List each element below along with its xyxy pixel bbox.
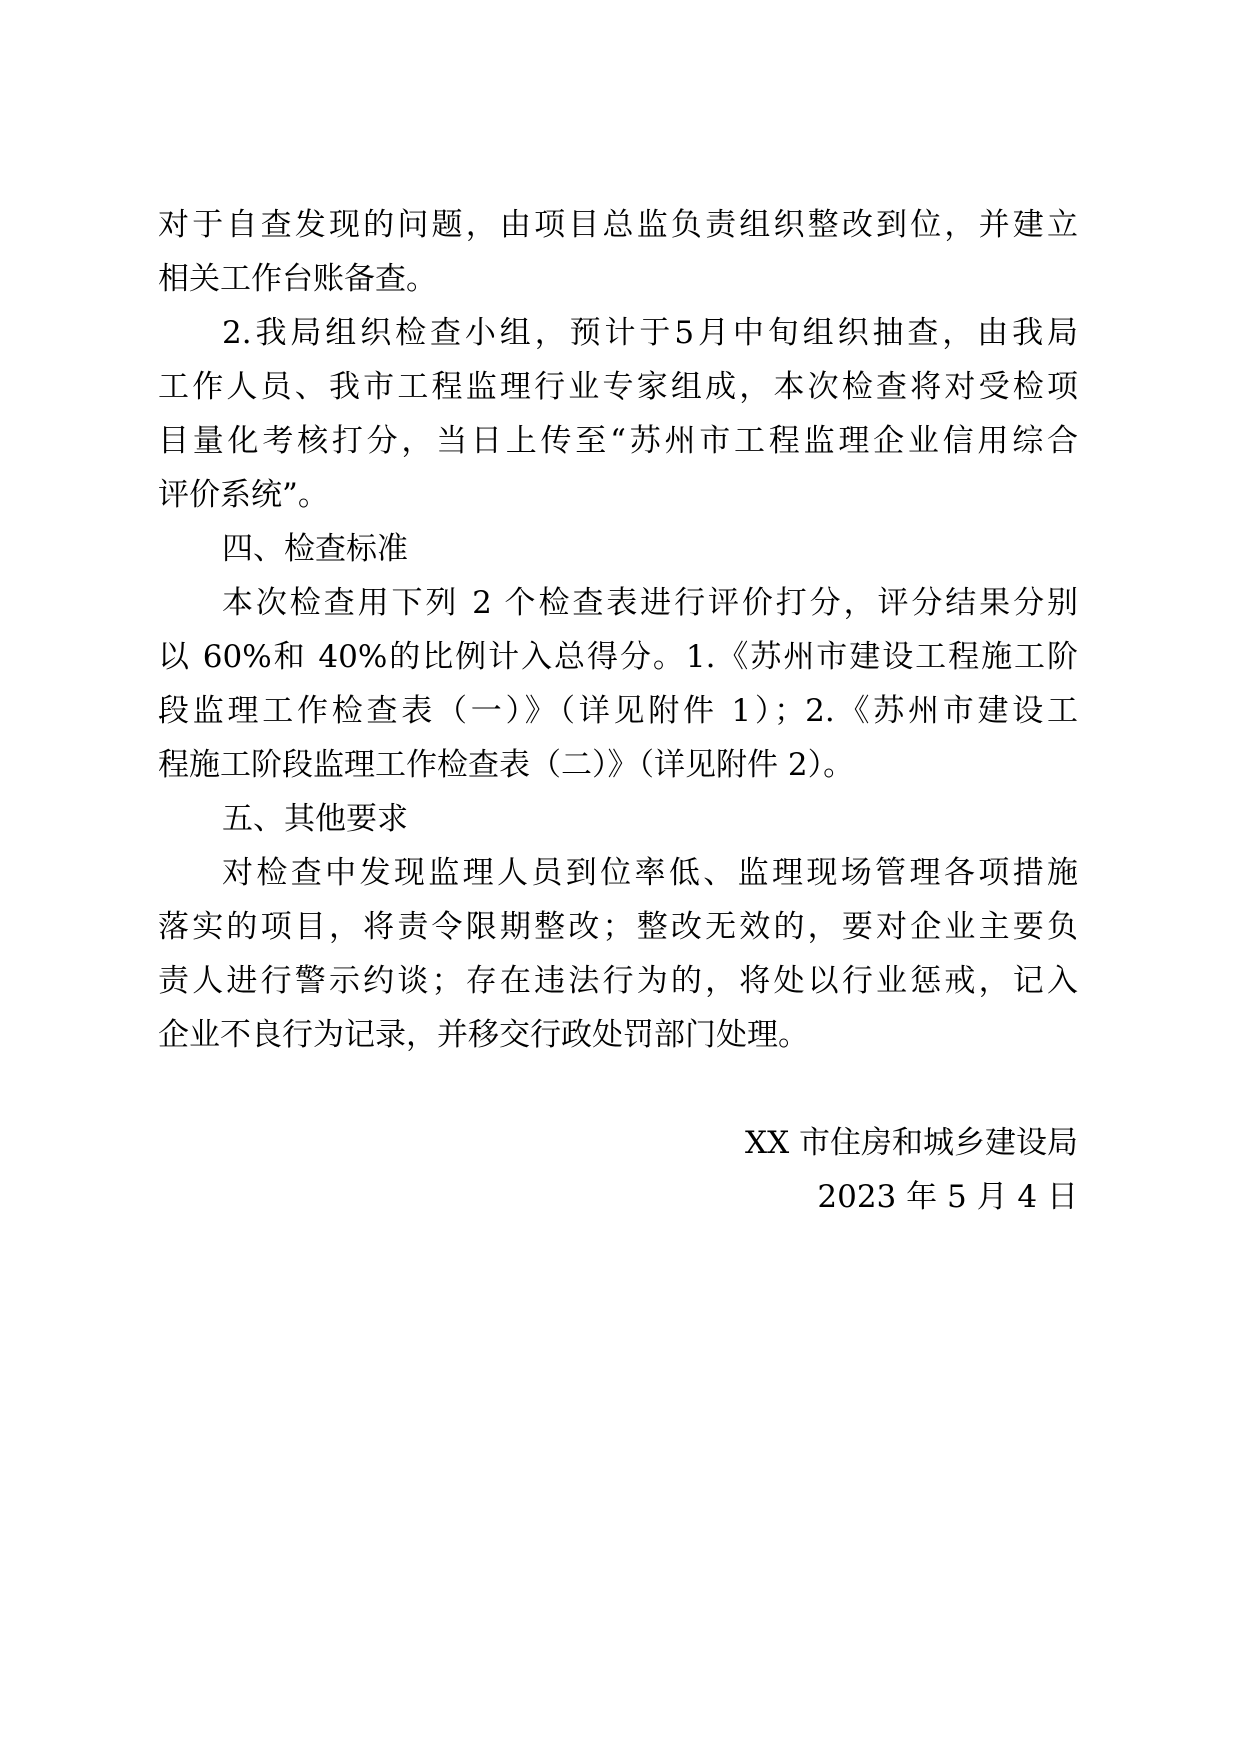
body-line: 企业不良行为记录，并移交行政处罚部门处理。	[158, 1017, 809, 1053]
body-line: 对检查中发现监理人员到位率低、监理现场管理各项措施	[222, 855, 1078, 891]
body-line: 段监理工作检查表（一）》（详见附件 1）；2.《苏州市建设工	[158, 693, 1078, 729]
body-line: 责人进行警示约谈；存在违法行为的，将处以行业惩戒，记入	[158, 963, 1078, 999]
body-line: 评价系统”。	[158, 477, 329, 513]
body-line: 程施工阶段监理工作检查表（二）》（详见附件 2）。	[158, 747, 855, 783]
body-line: 落实的项目，将责令限期整改；整改无效的，要对企业主要负	[158, 909, 1078, 945]
body-line: 工作人员、我市工程监理行业专家组成，本次检查将对受检项	[158, 369, 1078, 405]
body-line: 2.我局组织检查小组，预计于5月中旬组织抽查，由我局	[222, 315, 1078, 351]
body-line: 相关工作台账备查。	[158, 261, 437, 297]
section-heading-other-requirements: 五、其他要求	[222, 801, 408, 837]
body-line: 对于自查发现的问题，由项目总监负责组织整改到位，并建立	[158, 207, 1078, 243]
signature-organization: XX 市住房和城乡建设局	[745, 1125, 1078, 1161]
section-heading-standards: 四、检查标准	[222, 531, 408, 567]
body-line: 本次检查用下列 2 个检查表进行评价打分，评分结果分别	[222, 585, 1078, 621]
body-line: 以 60%和 40%的比例计入总得分。1.《苏州市建设工程施工阶	[158, 639, 1078, 675]
body-line: 目量化考核打分，当日上传至“苏州市工程监理企业信用综合	[158, 423, 1078, 459]
signature-date: 2023 年 5 月 4 日	[817, 1179, 1078, 1215]
